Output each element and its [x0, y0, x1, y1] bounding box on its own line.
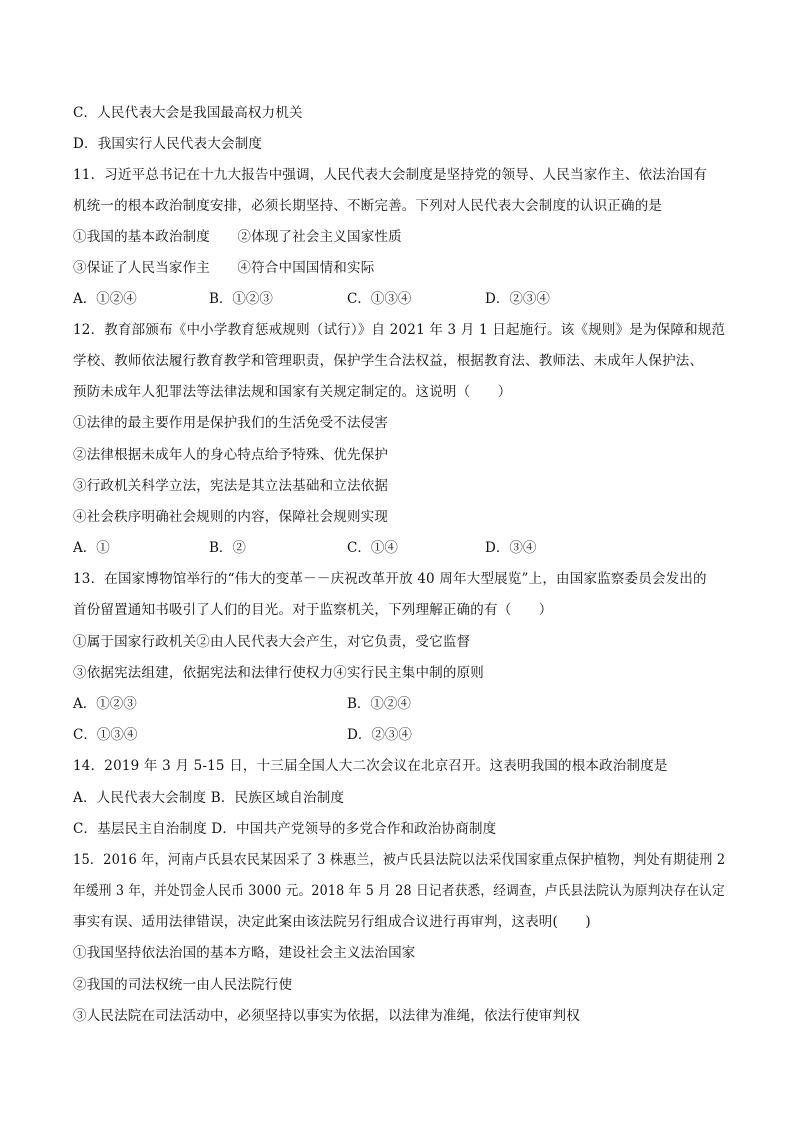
q14-options-ab: A．人民代表大会制度 B．民族区域自治制度	[73, 790, 345, 806]
q11-option-b: B．①②③	[209, 291, 273, 307]
q12-option-c: C．①④	[347, 540, 398, 556]
q13-stem-line-2: 首份留置通知书吸引了人们的目光。对于监察机关，下列理解正确的有（ ）	[73, 602, 553, 618]
q15-statement-3: ③人民法院在司法活动中，必须坚持以事实为依据，以法律为准绳，依法行使审判权	[73, 1008, 580, 1024]
q12-statement-3: ③行政机关科学立法，宪法是其立法基础和立法依据	[73, 478, 389, 494]
q13-option-b: B．①②④	[347, 696, 411, 712]
q12-statement-2: ②法律根据未成年人的身心特点给予特殊、优先保护	[73, 447, 389, 463]
q15-stem-line-1: 15．2016 年，河南卢氏县农民某因采了 3 株惠兰，被卢氏县法院以法采伐国家重点保护植物，判处有期徒刑 2	[73, 852, 726, 868]
q13-option-d: D．②③④	[347, 727, 412, 743]
q15-stem-line-3: 事实有误、适用法律错误，决定此案由该法院另行组成合议进行再审判，这表明( )	[73, 914, 591, 930]
q12-stem-line-2: 学校、教师依法履行教育教学和管理职责，保护学生合法权益，根据教育法、教师法、未成年人保护法、	[73, 353, 704, 369]
q15-stem-line-2: 年缓刑 3 年，并处罚金人民币 3000 元。2018 年 5 月 28 日记者获悉，经调查，卢氏县法院认为原判决存在认定	[73, 883, 725, 899]
q10-option-c: C．人民代表大会是我国最高权力机关	[73, 105, 303, 121]
q11-statements-1: ①我国的基本政治制度 ②体现了社会主义国家性质	[73, 229, 402, 245]
q14-options-cd: C．基层民主自治制度 D．中国共产党领导的多党合作和政治协商制度	[73, 821, 497, 837]
q10-option-d: D．我国实行人民代表大会制度	[73, 136, 263, 152]
q11-option-c: C．①③④	[347, 291, 412, 307]
q14-stem: 14．2019 年 3 月 5-15 日，十三届全国人大二次会议在北京召开。这表明我国的根本政治制度是	[73, 758, 668, 774]
q12-stem-line-1: 12．教育部颁布《中小学教育惩戒规则（试行）》自 2021 年 3 月 1 日起施行。该《规则》是为保障和规范	[73, 322, 726, 338]
q12-statement-1: ①法律的最主要作用是保护我们的生活免受不法侵害	[73, 415, 389, 431]
q13-option-a: A．①②③	[73, 696, 137, 712]
q11-option-a: A．①②④	[73, 291, 137, 307]
q15-statement-2: ②我国的司法权统一由人民法院行使	[73, 977, 293, 993]
q12-option-b: B．②	[209, 540, 246, 556]
q11-option-d: D．②③④	[485, 291, 550, 307]
q13-option-c: C．①③④	[73, 727, 138, 743]
q15-statement-1: ①我国坚持依法治国的基本方略，建设社会主义法治国家	[73, 945, 416, 961]
q11-stem-line-2: 机统一的根本政治制度安排，必须长期坚持、不断完善。下列对人民代表大会制度的认识正确的是	[73, 198, 663, 214]
q12-option-a: A．①	[73, 540, 110, 556]
q11-stem-line-1: 11．习近平总书记在十九大报告中强调，人民代表大会制度是坚持党的领导、人民当家作主、依法治国有	[73, 167, 708, 183]
q11-statements-2: ③保证了人民当家作主 ④符合中国国情和实际	[73, 260, 375, 276]
q13-statements-1: ①属于国家行政机关②由人民代表大会产生，对它负责，受它监督	[73, 634, 471, 650]
q12-stem-line-3: 预防未成年人犯罪法等法律法规和国家有关规定制定的。这说明（ ）	[73, 384, 512, 400]
q13-statements-2: ③依据宪法组建，依据宪法和法律行使权力④实行民主集中制的原则	[73, 665, 484, 681]
q12-option-d: D．③④	[485, 540, 537, 556]
q13-stem-line-1: 13．在国家博物馆举行的“伟大的变革－－庆祝改革开放 40 周年大型展览”上，由国家监察委员会发出的	[73, 571, 707, 587]
q12-statement-4: ④社会秩序明确社会规则的内容，保障社会规则实现	[73, 509, 389, 525]
